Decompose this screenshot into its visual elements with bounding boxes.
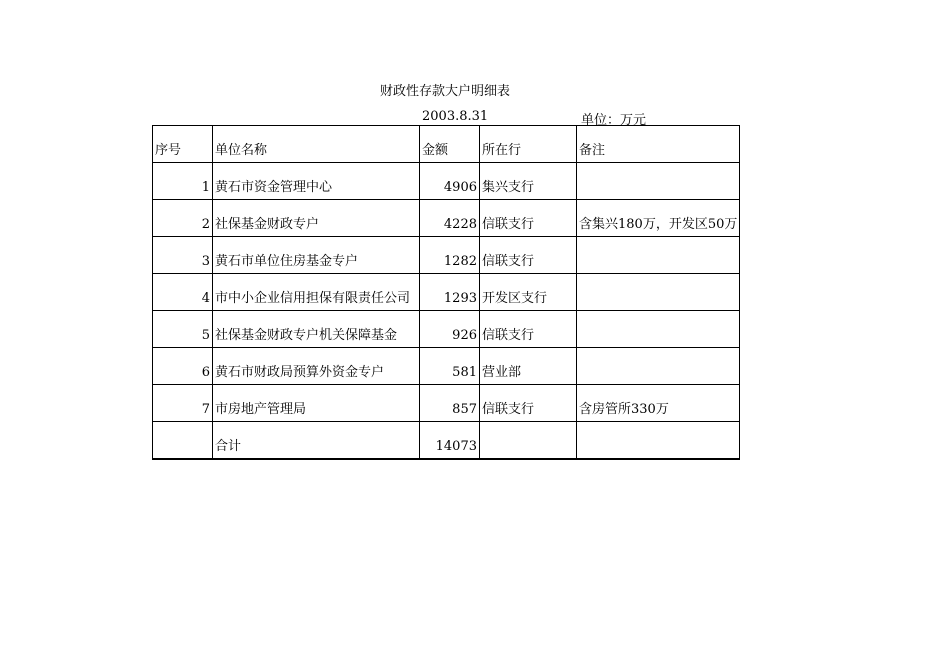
row-note [577, 274, 740, 311]
row-bank: 开发区支行 [480, 274, 577, 311]
row-amount: 1293 [420, 274, 480, 311]
header-bank: 所在行 [480, 126, 577, 163]
table-row [153, 274, 740, 311]
row-bank: 信联支行 [480, 311, 577, 348]
unit-label: 单位：万元 [581, 113, 647, 128]
row-name: 黄石市资金管理中心 [213, 163, 420, 200]
total-label: 合计 [213, 422, 420, 460]
row-name: 黄石市财政局预算外资金专户 [213, 348, 420, 385]
header-name: 单位名称 [213, 126, 420, 163]
table-row [153, 311, 740, 348]
row-no: 2 [153, 200, 213, 237]
row-note: 含集兴180万，开发区50万 [577, 200, 740, 237]
table-row [153, 237, 740, 274]
row-note [577, 348, 740, 385]
row-amount: 1282 [420, 237, 480, 274]
row-note [577, 237, 740, 274]
row-no: 4 [153, 274, 213, 311]
row-bank: 集兴支行 [480, 163, 577, 200]
header-no: 序号 [153, 126, 213, 163]
table-row [153, 348, 740, 385]
total-row [153, 422, 740, 460]
report-date: 2003.8.31 [422, 109, 489, 124]
table-header-row [153, 126, 740, 163]
row-no: 6 [153, 348, 213, 385]
deposit-table [152, 125, 740, 460]
row-amount: 4906 [420, 163, 480, 200]
total-note [577, 422, 740, 460]
row-no: 5 [153, 311, 213, 348]
table-row [153, 200, 740, 237]
header-amount: 金额 [420, 126, 480, 163]
row-name: 市房地产管理局 [213, 385, 420, 422]
row-amount: 926 [420, 311, 480, 348]
total-no [153, 422, 213, 460]
row-bank: 信联支行 [480, 237, 577, 274]
row-amount: 4228 [420, 200, 480, 237]
table-row [153, 385, 740, 422]
total-amount: 14073 [420, 422, 480, 460]
row-name: 社保基金财政专户机关保障基金 [213, 311, 420, 348]
sheet-title: 财政性存款大户明细表 [379, 84, 510, 99]
total-bank [480, 422, 577, 460]
row-note [577, 163, 740, 200]
table-row [153, 163, 740, 200]
row-name: 市中小企业信用担保有限责任公司 [213, 274, 420, 311]
row-no: 1 [153, 163, 213, 200]
row-name: 黄石市单位住房基金专户 [213, 237, 420, 274]
row-name: 社保基金财政专户 [213, 200, 420, 237]
row-amount: 581 [420, 348, 480, 385]
row-bank: 信联支行 [480, 385, 577, 422]
row-note: 含房管所330万 [577, 385, 740, 422]
row-note [577, 311, 740, 348]
row-bank: 信联支行 [480, 200, 577, 237]
header-note: 备注 [577, 126, 740, 163]
row-amount: 857 [420, 385, 480, 422]
row-no: 7 [153, 385, 213, 422]
row-no: 3 [153, 237, 213, 274]
row-bank: 营业部 [480, 348, 577, 385]
